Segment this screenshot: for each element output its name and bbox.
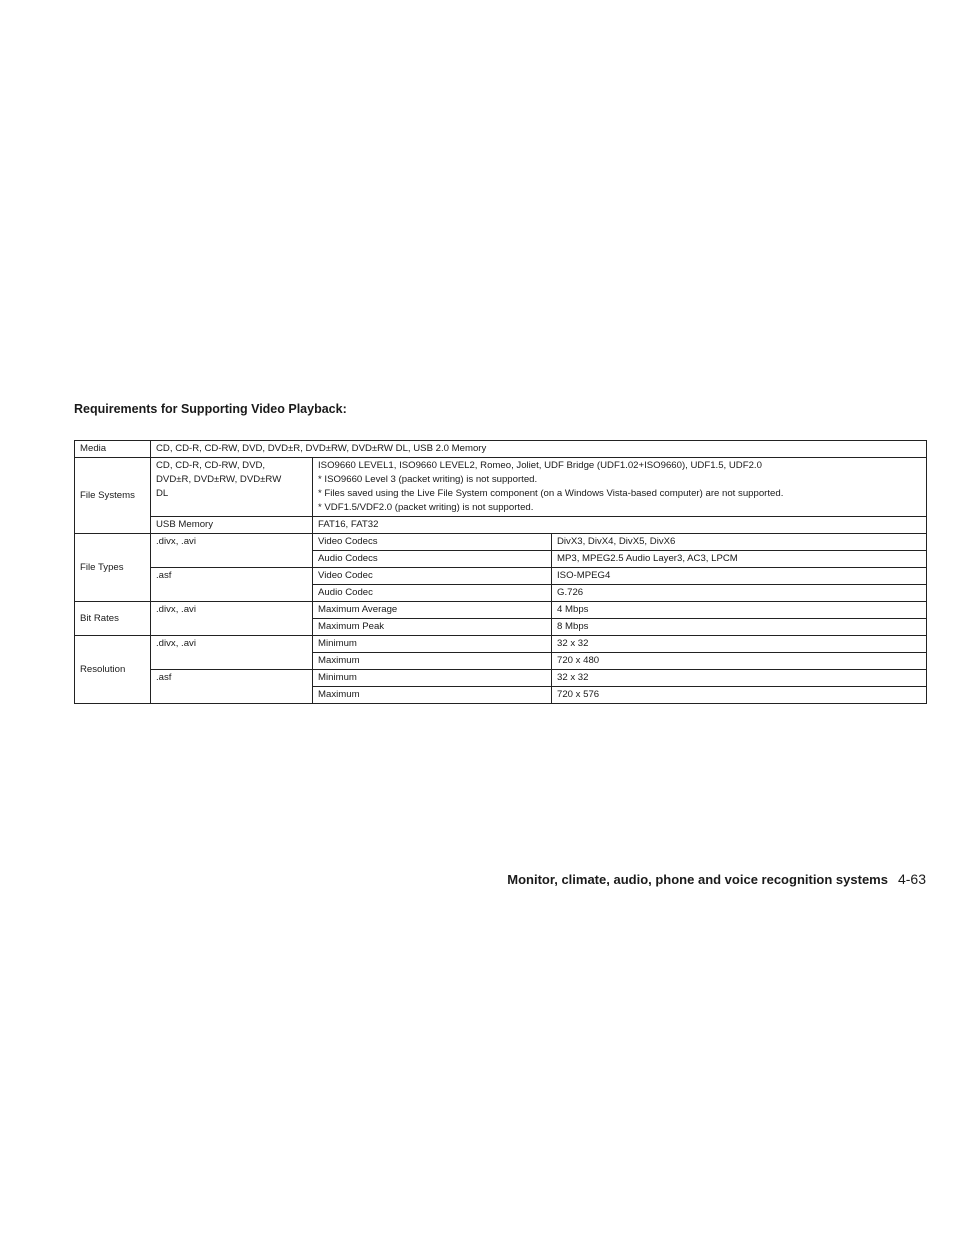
table-row [75,534,927,551]
row-label-file-systems: File Systems [75,458,151,534]
page-footer [507,871,926,887]
table-row [75,568,927,585]
resolution-ext: .divx, .avi [151,636,313,670]
media-value: CD, CD-R, CD-RW, DVD, DVD±R, DVD±RW, DVD±RW DL, USB 2.0 Memory [151,441,927,458]
bit-rate-name: Maximum Average [313,602,552,619]
table-row-file-systems-usb [75,517,927,534]
page-number: 4-63 [897,871,926,887]
file-types-ext: .divx, .avi [151,534,313,568]
table-row [75,602,927,619]
file-system-note: * Files saved using the Live File System component (on a Windows Vista-based computer) are not supported. [318,488,784,499]
file-system-line: ISO9660 LEVEL1, ISO9660 LEVEL2, Romeo, Joliet, UDF Bridge (UDF1.02+ISO9660), UDF1.5, UDF2.0 [318,460,762,471]
table-row [75,636,927,653]
disc-media-line: DVD±R, DVD±RW, DVD±RW [156,474,282,485]
table-row-media [75,441,927,458]
bit-rate-value: 8 Mbps [552,619,927,636]
resolution-ext: .asf [151,670,313,704]
file-system-note: * ISO9660 Level 3 (packet writing) is not supported. [318,474,538,485]
resolution-name: Minimum [313,670,552,687]
codec-name: Video Codec [313,568,552,585]
resolution-name: Minimum [313,636,552,653]
resolution-value: 720 x 576 [552,687,927,704]
row-label-resolution: Resolution [75,636,151,704]
codec-value: DivX3, DivX4, DivX5, DivX6 [552,534,927,551]
resolution-value: 32 x 32 [552,670,927,687]
resolution-value: 720 x 480 [552,653,927,670]
disc-media-line: CD, CD-R, CD-RW, DVD, [156,460,266,471]
codec-name: Audio Codecs [313,551,552,568]
table-row [75,670,927,687]
resolution-name: Maximum [313,687,552,704]
row-label-file-types: File Types [75,534,151,602]
row-label-media: Media [75,441,151,458]
file-systems-disc-value [313,458,927,517]
file-systems-usb-value: FAT16, FAT32 [313,517,927,534]
resolution-value: 32 x 32 [552,636,927,653]
codec-value: MP3, MPEG2.5 Audio Layer3, AC3, LPCM [552,551,927,568]
file-types-ext: .asf [151,568,313,602]
bit-rates-ext: .divx, .avi [151,602,313,636]
file-system-note: * VDF1.5/VDF2.0 (packet writing) is not supported. [318,502,534,513]
table-row-file-systems-disc [75,458,927,517]
row-label-bit-rates: Bit Rates [75,602,151,636]
codec-name: Audio Codec [313,585,552,602]
resolution-name: Maximum [313,653,552,670]
codec-name: Video Codecs [313,534,552,551]
codec-value: G.726 [552,585,927,602]
file-systems-disc-media [151,458,313,517]
section-heading: Requirements for Supporting Video Playback: [74,402,347,416]
bit-rate-name: Maximum Peak [313,619,552,636]
disc-media-line: DL [156,488,169,499]
codec-value: ISO-MPEG4 [552,568,927,585]
footer-section-title: Monitor, climate, audio, phone and voice recognition systems [507,872,888,887]
bit-rate-value: 4 Mbps [552,602,927,619]
video-requirements-table [74,440,927,704]
file-systems-usb-media: USB Memory [151,517,313,534]
